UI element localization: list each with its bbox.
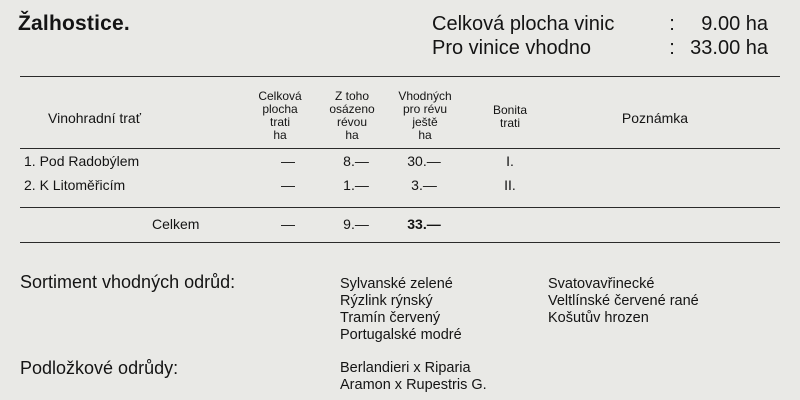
podlozkove-label: Podložkové odrůdy:	[20, 358, 179, 378]
header-osazeno-revou	[320, 90, 384, 142]
header-line: trati	[269, 115, 290, 129]
variety-item: Košutův hrozen	[548, 310, 649, 326]
header-line: plocha	[262, 102, 298, 116]
sortiment-column-2	[548, 276, 699, 327]
rootstock-list	[340, 360, 487, 394]
row-1-trat: 1. Pod Radobýlem	[24, 153, 140, 169]
summary-label: Pro vinice vhodno	[432, 37, 591, 59]
header-celkova-plocha	[250, 90, 310, 142]
row-2-bonita: II.	[504, 177, 516, 193]
row-1-vhodnych: 30.—	[407, 153, 441, 169]
header-line: ha	[418, 128, 432, 142]
row-2-trat: 2. K Litoměřicím	[24, 177, 126, 193]
total-label: Celkem	[152, 216, 200, 232]
header-line: ha	[273, 128, 287, 142]
header-vinohradni-trat: Vinohradní trať	[48, 110, 141, 126]
row-2-celkova: —	[281, 177, 295, 193]
row-2-osazeno: 1.—	[343, 177, 369, 193]
rootstock-item: Aramon x Rupestris G.	[340, 377, 487, 393]
header-line: pro révu	[402, 102, 448, 116]
table-top-rule	[20, 76, 780, 77]
total-celkova: —	[281, 216, 295, 232]
page-title: Žalhostice.	[18, 12, 130, 35]
row-1-bonita: I.	[506, 153, 514, 169]
variety-item: Veltlínské červené rané	[548, 293, 699, 309]
summary-label: Celková plocha vinic	[432, 13, 615, 35]
summary-value: 9.00 ha	[701, 13, 768, 35]
variety-item: Rýzlink rýnský	[340, 293, 433, 309]
row-2-vhodnych: 3.—	[411, 177, 437, 193]
header-line: Vhodných	[398, 89, 452, 103]
header-poznamka: Poznámka	[621, 110, 689, 126]
sortiment-column-1	[340, 276, 462, 344]
header-line: trati	[499, 116, 520, 130]
row-1-celkova: —	[281, 153, 295, 169]
summary-colon: :	[669, 13, 675, 35]
variety-item: Portugalské modré	[340, 327, 462, 343]
table-total-rule	[20, 207, 780, 208]
table-header-rule	[20, 148, 780, 149]
variety-item: Sylvanské zelené	[340, 276, 453, 292]
rootstock-item: Berlandieri x Riparia	[340, 360, 471, 376]
summary-row-total-area	[432, 12, 768, 36]
table-bottom-rule	[20, 242, 780, 243]
header-line: osázeno	[329, 102, 375, 116]
row-1-osazeno: 8.—	[343, 153, 369, 169]
header-line: révou	[336, 115, 368, 129]
total-vhodnych: 33.—	[407, 216, 441, 232]
header-line: Z toho	[334, 89, 370, 103]
summary-row-suitable-area	[432, 36, 768, 60]
header-line: Bonita	[492, 103, 528, 117]
total-osazeno: 9.—	[343, 216, 369, 232]
header-bonita-trati	[480, 104, 540, 130]
sortiment-label: Sortiment vhodných odrůd:	[20, 272, 236, 292]
header-vhodnych-pro-revu	[390, 90, 460, 142]
area-summary	[432, 12, 768, 60]
summary-value: 33.00 ha	[690, 37, 768, 59]
variety-item: Tramín červený	[340, 310, 441, 326]
summary-colon: :	[669, 37, 675, 59]
header-line: Celková	[258, 89, 302, 103]
variety-item: Svatovavřinecké	[548, 276, 655, 292]
header-line: ha	[345, 128, 359, 142]
header-line: ještě	[412, 115, 438, 129]
